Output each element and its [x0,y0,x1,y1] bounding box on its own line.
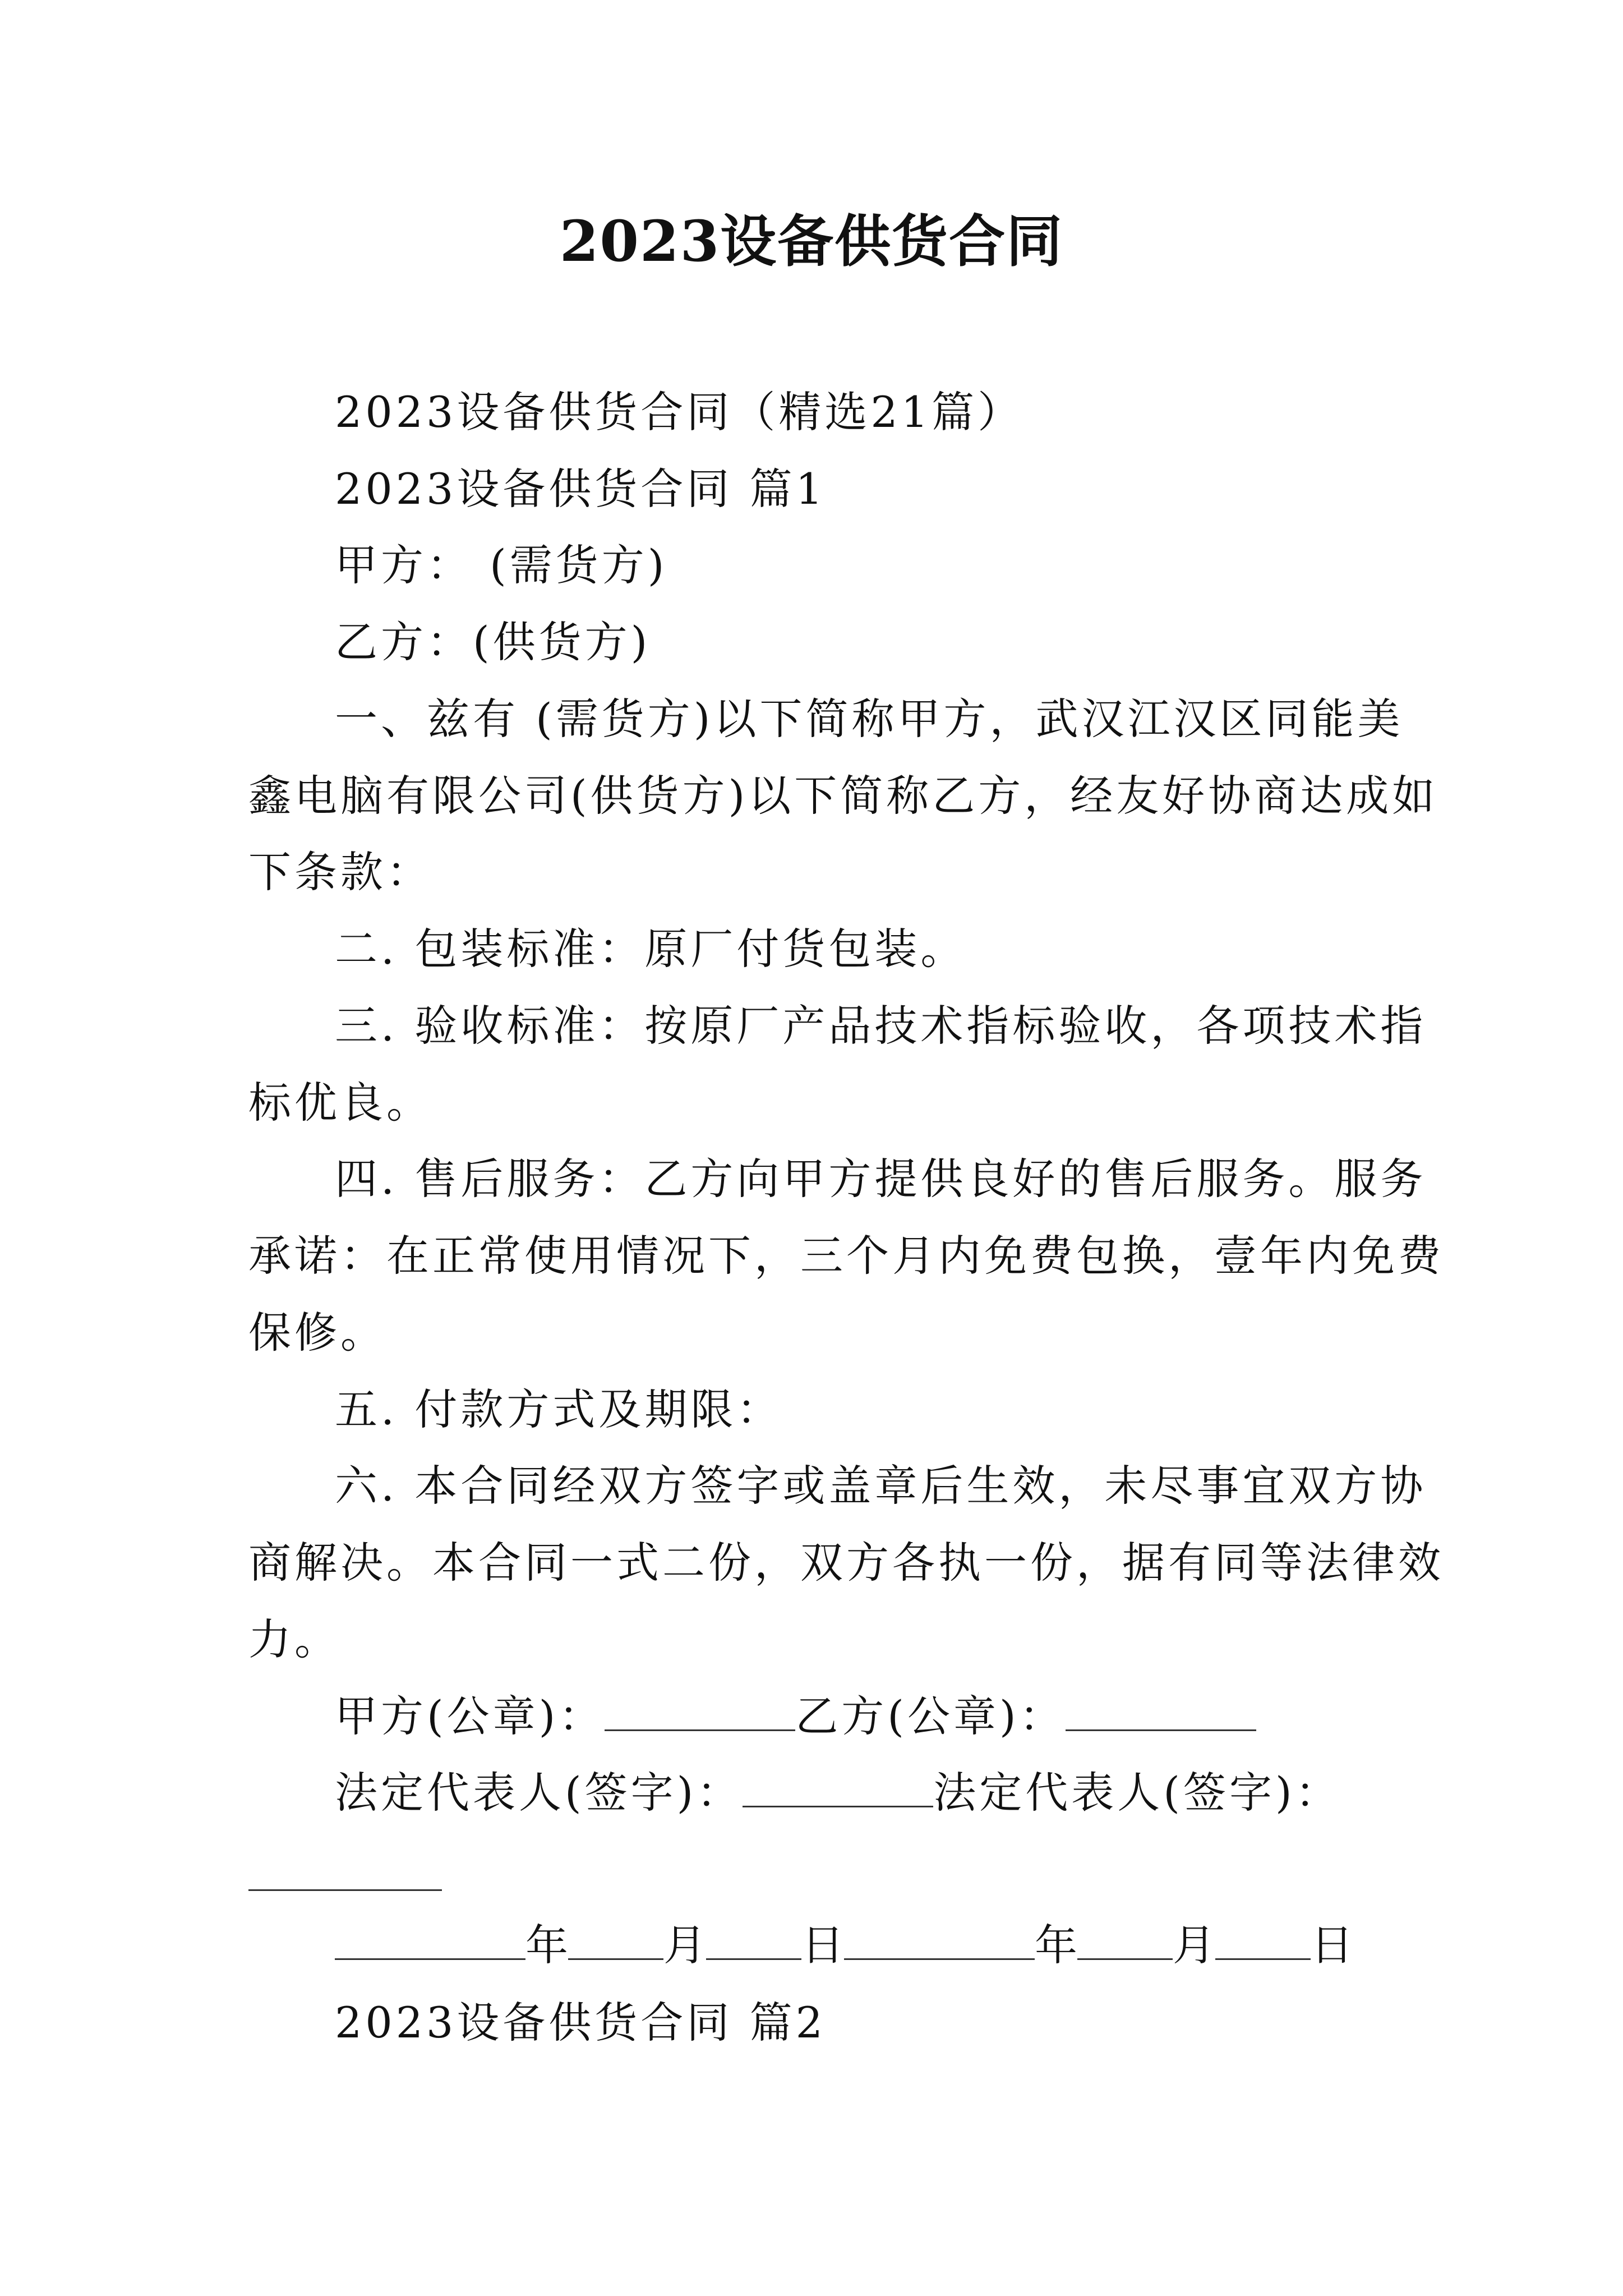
rep-a-label: 法定代表人(签字)： [335,1768,743,1818]
month-a-blank[interactable] [568,1919,663,1960]
party-b-seal-blank[interactable] [1066,1690,1256,1731]
day-b-label: 日 [1311,1920,1353,1970]
party-b-seal-label: 乙方(公章)： [795,1691,1066,1741]
clause-3-line-1: 三. 验收标准：按原厂产品技术指标验收，各项技术指 [335,1001,1427,1051]
rep-b-blank[interactable] [248,1889,442,1891]
year-b-blank[interactable] [844,1919,1035,1960]
month-b-blank[interactable] [1077,1919,1173,1960]
document-title: 2023设备供货合同 [559,208,1064,274]
clause-1-line-1: 一、兹有 (需货方)以下简称甲方，武汉江汉区同能美 [335,694,1404,744]
party-a-line: 甲方： (需货方) [335,540,668,590]
section-heading: 2023设备供货合同 篇2 [335,1998,826,2047]
day-a-label: 日 [801,1920,844,1970]
day-b-blank[interactable] [1215,1919,1311,1960]
clause-6-line-2: 商解决。本合同一式二份，双方各执一份，据有同等法律效 [248,1538,1444,1588]
party-b-line: 乙方：(供货方) [335,617,651,667]
section-heading: 2023设备供货合同 篇1 [335,464,826,514]
clause-4-line-3: 保修。 [248,1308,386,1358]
year-a-blank[interactable] [335,1919,525,1960]
party-a-seal-blank[interactable] [605,1690,795,1731]
rep-b-label: 法定代表人(签字)： [933,1768,1341,1818]
year-a-label: 年 [525,1920,568,1970]
day-a-blank[interactable] [706,1919,801,1960]
date-line [335,1917,1353,1973]
year-b-label: 年 [1035,1920,1077,1970]
party-a-seal-label: 甲方(公章)： [335,1691,605,1741]
representative-line [335,1765,1341,1821]
clause-6-line-1: 六. 本合同经双方签字或盖章后生效，未尽事宜双方协 [335,1461,1427,1511]
clause-4-line-1: 四. 售后服务：乙方向甲方提供良好的售后服务。服务 [335,1154,1427,1204]
subtitle-line: 2023设备供货合同（精选21篇） [335,387,1024,437]
clause-1-line-2: 鑫电脑有限公司(供货方)以下简称乙方，经友好协商达成如 [248,771,1438,821]
seal-line [335,1688,1256,1745]
month-b-label: 月 [1173,1920,1215,1970]
month-a-label: 月 [663,1920,706,1970]
clause-6-line-3: 力。 [248,1614,340,1664]
clause-4-line-2: 承诺：在正常使用情况下，三个月内免费包换，壹年内免费 [248,1231,1444,1281]
clause-3-line-2: 标优良。 [248,1078,432,1128]
clause-2-line: 二. 包装标准：原厂付货包装。 [335,924,967,974]
rep-a-blank[interactable] [743,1766,933,1807]
clause-1-line-3: 下条款： [248,847,432,897]
clause-5-line: 五. 付款方式及期限： [335,1384,783,1434]
